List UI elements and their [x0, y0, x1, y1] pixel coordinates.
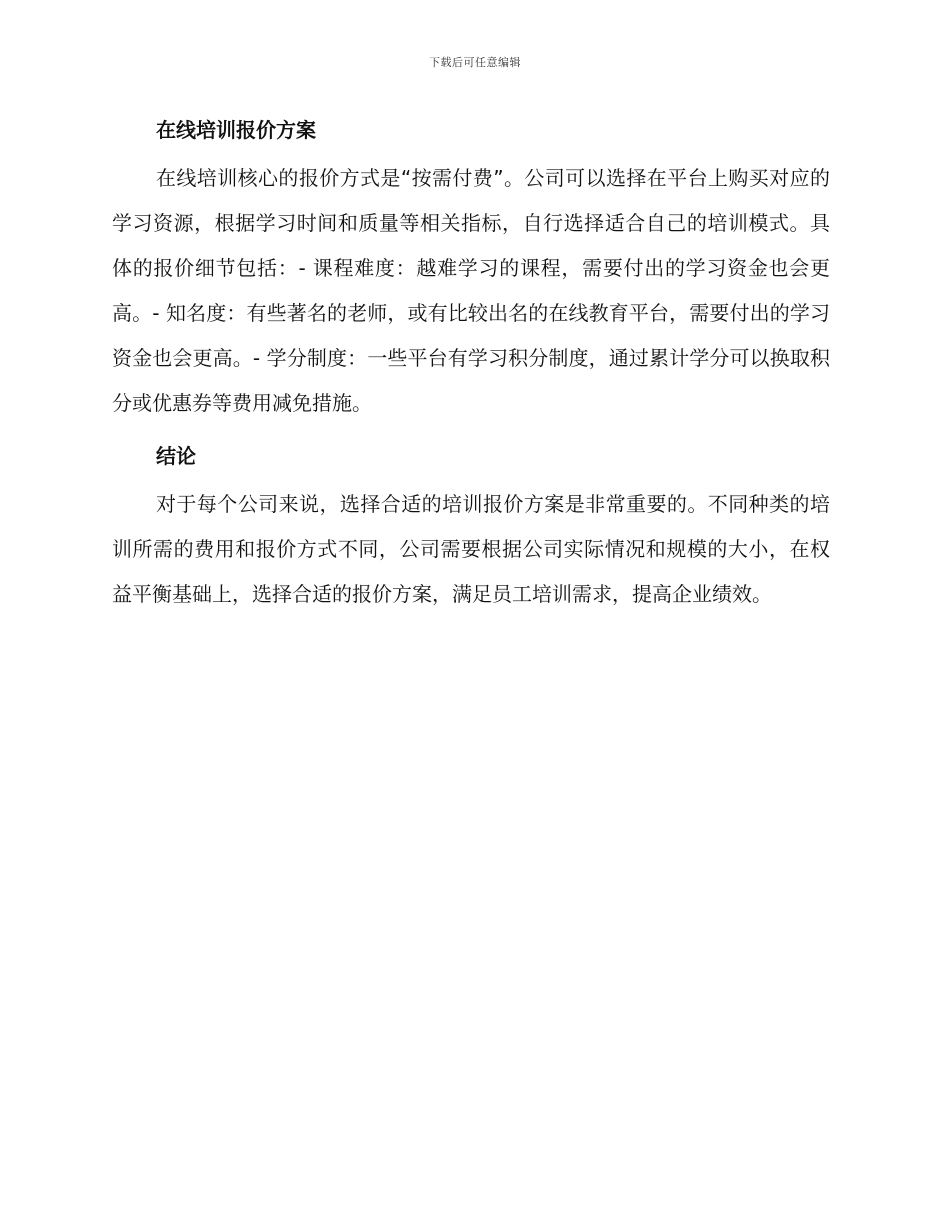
section-paragraph-online-training-pricing: 在线培训核心的报价方式是“按需付费”。公司可以选择在平台上购买对应的学习资源，根据学习时间和质量等相关指标，自行选择适合自己的培训模式。具体的报价细节包括：- 课程难度：越难学习的课程，需要付出的学习资金也会更高。- 知名度：有些著名的老师，或有比较出名的在线教育平台，需要付出的学习资金也会更高。- 学分制度：一些平台有学习积分制度，通过累计学分可以换取积分或优惠券等费用减免措施。 [112, 166, 830, 415]
section-paragraph-conclusion: 对于每个公司来说，选择合适的培训报价方案是非常重要的。不同种类的培训所需的费用和报价方式不同，公司需要根据公司实际情况和规模的大小，在权益平衡基础上，选择合适的报价方案，满足员工培训需求，提高企业绩效。 [112, 492, 830, 606]
section-title-online-training-pricing: 在线培训报价方案 [156, 118, 316, 142]
page-header: 下载后可任意编辑 [429, 56, 521, 69]
document-body [112, 110, 830, 621]
section-title-conclusion: 结论 [156, 444, 196, 468]
